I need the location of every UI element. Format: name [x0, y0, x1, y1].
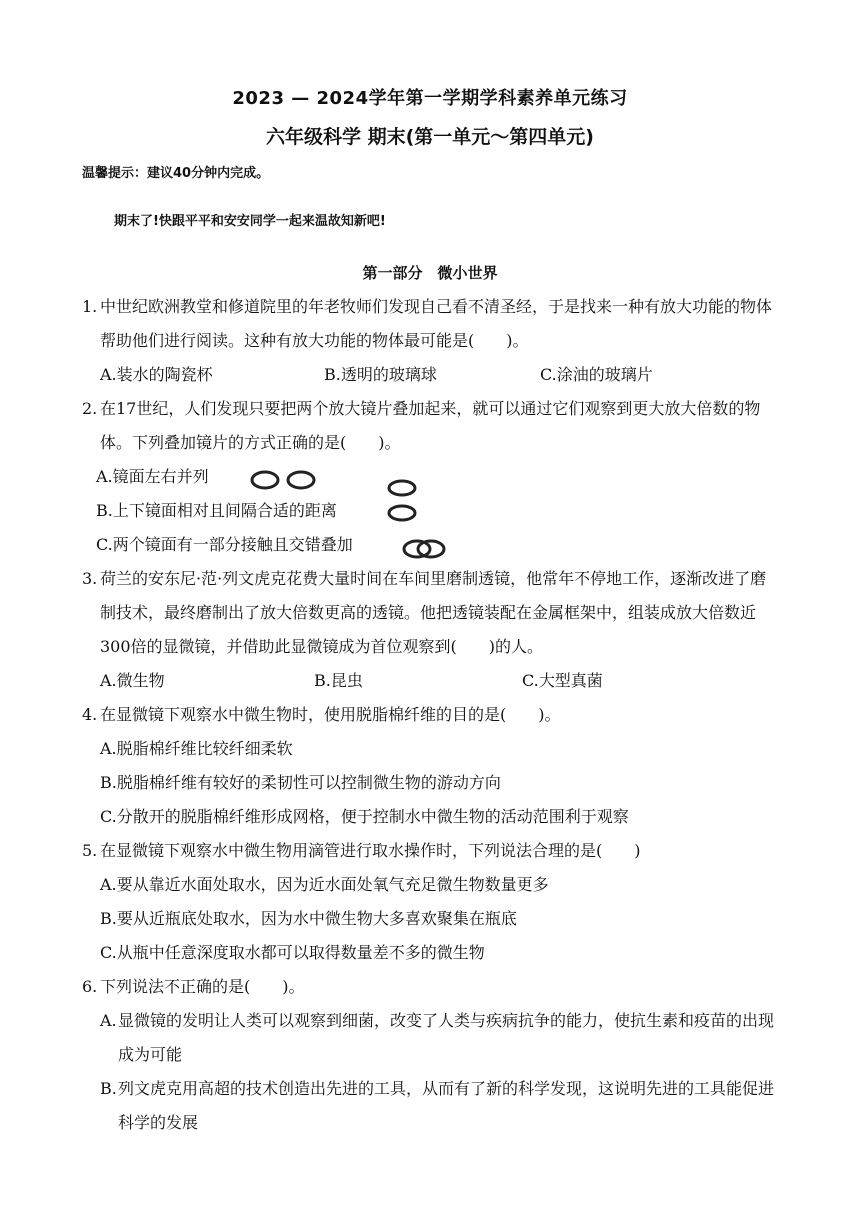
option-b: B.要从近瓶底处取水，因为水中微生物大多喜欢聚集在瓶底: [100, 909, 517, 928]
question-4: [82, 698, 782, 732]
option-a: [82, 1004, 782, 1072]
exam-title: 2023 — 2024学年第一学期学科素养单元练习: [232, 88, 628, 109]
question-stem: 在显微镜下观察水中微生物用滴管进行取水操作时，下列说法合理的是( ): [100, 841, 641, 860]
section-title: 第一部分 微小世界: [362, 264, 498, 282]
option-label: A.: [100, 1011, 117, 1030]
option-c: C.涂油的玻璃片: [540, 365, 653, 384]
option-b: [82, 1072, 782, 1140]
question-list: [82, 290, 782, 1140]
option-a: A.微生物: [100, 671, 165, 690]
question-number: 3.: [82, 569, 98, 588]
option-b: B.昆虫: [314, 671, 363, 690]
question-2-option-c: [82, 528, 782, 562]
option-b: B.上下镜面相对且间隔合适的距离: [96, 501, 337, 520]
question-2-option-b: [82, 494, 782, 528]
question-number: 1.: [82, 297, 98, 316]
question-2: [82, 392, 782, 460]
tip-text: 温馨提示：建议40分钟内完成。: [82, 166, 270, 181]
option-c: C.分散开的脱脂棉纤维形成网格，便于控制水中微生物的活动范围利于观察: [100, 807, 629, 826]
option-a: A.装水的陶瓷杯: [100, 365, 213, 384]
option-c: C.从瓶中任意深度取水都可以取得数量差不多的微生物: [100, 943, 485, 962]
exam-subtitle: 六年级科学 期末(第一单元～第四单元): [266, 126, 594, 148]
option-a: A.镜面左右并列: [96, 467, 209, 486]
question-1-options: [82, 358, 782, 392]
question-5: [82, 834, 782, 868]
question-6: [82, 970, 782, 1004]
question-stem: 在显微镜下观察水中微生物时，使用脱脂棉纤维的目的是( )。: [100, 705, 561, 724]
option-text: 显微镜的发明让人类可以观察到细菌，改变了人类与疾病抗争的能力，使抗生素和疫苗的出现成为可能: [118, 1011, 775, 1064]
question-stem: 荷兰的安东尼·范·列文虎克花费大量时间在车间里磨制透镜，他常年不停地工作，逐渐改进了磨制技术，最终磨制出了放大倍数更高的透镜。他把透镜装配在金属框架中，组装成放大倍数近300倍的显微镜，并借助此显微镜成为首位观察到( )的人。: [100, 569, 767, 656]
question-number: 6.: [82, 977, 98, 996]
question-3-options: [82, 664, 782, 698]
stacked-lenses-icon: [384, 478, 420, 524]
option-text: 列文虎克用高超的技术创造出先进的工具，从而有了新的科学发现，这说明先进的工具能促进科学的发展: [118, 1079, 775, 1132]
question-stem: 下列说法不正确的是( )。: [100, 977, 305, 996]
question-stem: 在17世纪，人们发现只要把两个放大镜片叠加起来，就可以通过它们观察到更大放大倍数的物体。下列叠加镜片的方式正确的是( )。: [100, 399, 761, 452]
option-a: A.要从靠近水面处取水，因为近水面处氧气充足微生物数量更多: [100, 875, 549, 894]
side-by-side-lenses-icon: [250, 470, 320, 490]
option-label: B.: [100, 1079, 117, 1098]
option-b: B.透明的玻璃球: [324, 365, 437, 384]
option-c: C.两个镜面有一部分接触且交错叠加: [96, 535, 353, 554]
question-stem: 中世纪欧洲教堂和修道院里的年老牧师们发现自己看不清圣经，于是找来一种有放大功能的物体帮助他们进行阅读。这种有放大功能的物体最可能是( )。: [100, 297, 773, 350]
question-number: 4.: [82, 705, 98, 724]
question-2-option-a: [82, 460, 782, 494]
question-3: [82, 562, 782, 664]
question-number: 2.: [82, 399, 98, 418]
question-number: 5.: [82, 841, 98, 860]
intro-text: 期末了!快跟平平和安安同学一起来温故知新吧!: [114, 214, 386, 229]
question-1: [82, 290, 782, 358]
option-b: B.脱脂棉纤维有较好的柔韧性可以控制微生物的游动方向: [100, 773, 501, 792]
option-a: A.脱脂棉纤维比较纤细柔软: [100, 739, 293, 758]
overlapping-lenses-icon: [400, 538, 450, 560]
option-c: C.大型真菌: [522, 671, 603, 690]
